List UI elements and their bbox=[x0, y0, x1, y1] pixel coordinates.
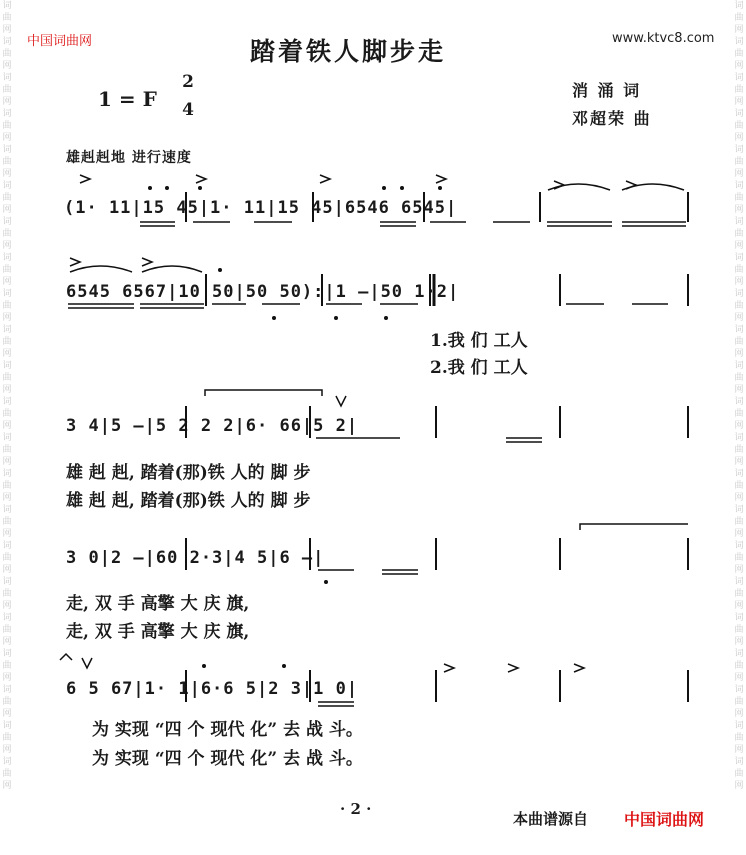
tempo-marking: 雄赳赳地 进行速度 bbox=[66, 150, 192, 166]
side-watermark-char: 网 bbox=[734, 709, 744, 719]
site-watermark-left: 中国词曲网 bbox=[27, 34, 93, 49]
side-watermark-char: 词 bbox=[2, 649, 12, 659]
side-watermark-char: 网 bbox=[734, 745, 744, 755]
side-watermark-char: 网 bbox=[734, 457, 744, 467]
beam-underlines bbox=[68, 222, 686, 706]
side-watermark-char: 网 bbox=[734, 61, 744, 71]
side-watermark-char: 曲 bbox=[2, 373, 12, 383]
side-watermark-char: 网 bbox=[2, 673, 12, 683]
side-watermark-char: 曲 bbox=[734, 121, 744, 131]
side-watermark-char: 网 bbox=[734, 565, 744, 575]
score-line-4: 3 0|2 —|60 2·3|4 5|6 —| bbox=[66, 548, 325, 568]
lyric-line-2-verse-1: 1.我 们 工人 bbox=[430, 331, 528, 351]
lyric-line-5-verse-1: 为 实现 “四 个 现代 化” 去 战 斗。 bbox=[92, 720, 363, 740]
side-watermark-char: 词 bbox=[2, 505, 12, 515]
side-watermark-char: 网 bbox=[2, 313, 12, 323]
side-watermark-char: 网 bbox=[2, 277, 12, 287]
side-watermark-char: 词 bbox=[2, 433, 12, 443]
composer-credit: 邓超荣 曲 bbox=[572, 109, 652, 128]
side-watermark-char: 词 bbox=[2, 217, 12, 227]
side-watermark-char: 网 bbox=[734, 277, 744, 287]
side-watermark-char: 网 bbox=[734, 25, 744, 35]
side-watermark-char: 网 bbox=[2, 241, 12, 251]
side-watermark-char: 词 bbox=[734, 685, 744, 695]
side-watermark-char: 词 bbox=[2, 325, 12, 335]
side-watermark-char: 网 bbox=[734, 169, 744, 179]
side-watermark-char: 曲 bbox=[734, 553, 744, 563]
side-watermark-char: 词 bbox=[734, 37, 744, 47]
side-watermark-char: 网 bbox=[734, 781, 744, 791]
side-watermark-char: 词 bbox=[2, 289, 12, 299]
side-watermark-char: 网 bbox=[2, 637, 12, 647]
side-watermark-char: 网 bbox=[734, 349, 744, 359]
side-watermark-char: 曲 bbox=[734, 301, 744, 311]
side-watermark-char: 曲 bbox=[2, 445, 12, 455]
side-watermark-char: 网 bbox=[734, 241, 744, 251]
side-watermark-char: 网 bbox=[2, 97, 12, 107]
slurs-and-ties bbox=[60, 184, 688, 660]
lyric-line-2-verse-2: 2.我 们 工人 bbox=[430, 358, 528, 378]
side-watermark-char: 网 bbox=[734, 529, 744, 539]
score-line-3: 3 4|5 —|5 2 2 2|6· 66|5 2| bbox=[66, 416, 359, 436]
side-watermark-char: 词 bbox=[734, 181, 744, 191]
lyricist-credit: 消 涌 词 bbox=[572, 81, 642, 100]
side-watermark-char: 曲 bbox=[2, 265, 12, 275]
side-watermark-char: 曲 bbox=[734, 157, 744, 167]
side-watermark-char: 词 bbox=[2, 685, 12, 695]
lyric-line-4-verse-1: 走, 双 手 高擎 大 庆 旗, bbox=[66, 594, 250, 614]
side-watermark-char: 曲 bbox=[734, 733, 744, 743]
time-signature-top: 2 bbox=[182, 72, 194, 92]
side-watermark-char: 曲 bbox=[2, 661, 12, 671]
side-watermark-char: 曲 bbox=[734, 265, 744, 275]
side-watermark-char: 网 bbox=[2, 169, 12, 179]
score-line-2: 6545 6567|10 50|50 50):|1 —|50 1·2| bbox=[66, 282, 460, 302]
side-watermark-char: 曲 bbox=[2, 13, 12, 23]
side-watermark-char: 曲 bbox=[734, 661, 744, 671]
bar-lines bbox=[186, 192, 688, 702]
side-watermark-char: 网 bbox=[2, 529, 12, 539]
time-signature-bottom: 4 bbox=[182, 100, 194, 120]
side-watermark-char: 词 bbox=[734, 253, 744, 263]
side-watermark-char: 词 bbox=[734, 325, 744, 335]
side-watermark-char: 曲 bbox=[734, 337, 744, 347]
score-line-1: (1· 11|15 45|1· 11|15 45|6546 6545| bbox=[64, 198, 458, 218]
side-watermark-char: 曲 bbox=[734, 517, 744, 527]
side-watermark-char: 网 bbox=[2, 745, 12, 755]
key-signature: 1 = F bbox=[98, 87, 157, 111]
side-watermark-char: 曲 bbox=[2, 85, 12, 95]
side-watermark-char: 网 bbox=[734, 313, 744, 323]
lyric-line-4-verse-2: 走, 双 手 高擎 大 庆 旗, bbox=[66, 622, 250, 642]
side-watermark-char: 曲 bbox=[734, 769, 744, 779]
side-watermark-char: 曲 bbox=[734, 589, 744, 599]
side-watermark-char: 词 bbox=[734, 541, 744, 551]
side-watermark-char: 词 bbox=[2, 181, 12, 191]
side-watermark-char: 曲 bbox=[2, 481, 12, 491]
page-number: · 2 · bbox=[340, 800, 372, 818]
side-watermark-char: 曲 bbox=[2, 589, 12, 599]
side-watermark-char: 曲 bbox=[2, 517, 12, 527]
side-watermark-char: 网 bbox=[734, 133, 744, 143]
side-watermark-char: 曲 bbox=[734, 13, 744, 23]
side-watermark-char: 词 bbox=[2, 469, 12, 479]
side-watermark-char: 网 bbox=[2, 25, 12, 35]
side-watermark-char: 曲 bbox=[2, 625, 12, 635]
side-watermark-char: 曲 bbox=[734, 193, 744, 203]
side-watermark-char: 词 bbox=[734, 577, 744, 587]
side-watermark-char: 曲 bbox=[734, 625, 744, 635]
side-watermark-char: 词 bbox=[734, 505, 744, 515]
side-watermark-char: 曲 bbox=[734, 697, 744, 707]
lyric-line-3-verse-1: 雄 赳 赳, 踏着(那)铁 人的 脚 步 bbox=[66, 463, 311, 483]
side-watermark-char: 曲 bbox=[734, 229, 744, 239]
side-watermark-char: 网 bbox=[734, 205, 744, 215]
side-watermark-char: 词 bbox=[2, 1, 12, 11]
side-watermark-char: 曲 bbox=[2, 121, 12, 131]
side-watermark-char: 曲 bbox=[2, 409, 12, 419]
side-watermark-char: 网 bbox=[734, 97, 744, 107]
side-watermark-char: 网 bbox=[2, 349, 12, 359]
side-watermark-char: 曲 bbox=[734, 49, 744, 59]
side-watermark-char: 词 bbox=[2, 541, 12, 551]
side-watermark-char: 词 bbox=[2, 37, 12, 47]
side-watermark-char: 网 bbox=[734, 637, 744, 647]
accent-marks bbox=[70, 175, 636, 672]
side-watermark-char: 网 bbox=[2, 565, 12, 575]
side-watermark-char: 词 bbox=[2, 613, 12, 623]
side-watermark-char: 网 bbox=[2, 385, 12, 395]
side-watermark-char: 网 bbox=[2, 781, 12, 791]
side-watermark-char: 曲 bbox=[2, 553, 12, 563]
side-watermark-char: 词 bbox=[734, 289, 744, 299]
side-watermark-char: 词 bbox=[734, 1, 744, 11]
side-watermark-char: 网 bbox=[734, 493, 744, 503]
side-watermark-char: 词 bbox=[2, 361, 12, 371]
side-watermark-char: 词 bbox=[2, 577, 12, 587]
side-watermark-char: 曲 bbox=[2, 697, 12, 707]
side-watermark-char: 词 bbox=[2, 145, 12, 155]
side-watermark-char: 词 bbox=[734, 109, 744, 119]
side-watermark-char: 网 bbox=[734, 421, 744, 431]
side-watermark-char: 词 bbox=[2, 253, 12, 263]
side-watermark-char: 曲 bbox=[2, 193, 12, 203]
side-watermark-char: 曲 bbox=[2, 337, 12, 347]
score-line-5: 6 5 67|1· 1|6·6 5|2 3|1 0| bbox=[66, 679, 359, 699]
side-watermark-char: 曲 bbox=[2, 733, 12, 743]
side-watermark-char: 网 bbox=[2, 421, 12, 431]
side-watermark-char: 网 bbox=[734, 385, 744, 395]
side-watermark-char: 曲 bbox=[734, 373, 744, 383]
side-watermark-char: 曲 bbox=[734, 85, 744, 95]
side-watermark-char: 词 bbox=[734, 757, 744, 767]
side-watermark-char: 曲 bbox=[2, 769, 12, 779]
side-watermark-char: 网 bbox=[2, 493, 12, 503]
side-watermark-char: 词 bbox=[2, 73, 12, 83]
site-watermark-right: www.ktvc8.com bbox=[612, 31, 715, 46]
side-watermark-char: 网 bbox=[2, 61, 12, 71]
side-watermark-char: 曲 bbox=[734, 481, 744, 491]
side-watermark-char: 网 bbox=[2, 205, 12, 215]
side-watermark-char: 词 bbox=[734, 613, 744, 623]
side-watermark-char: 曲 bbox=[2, 49, 12, 59]
side-watermark-char: 词 bbox=[734, 469, 744, 479]
source-site-link[interactable]: 中国词曲网 bbox=[624, 810, 705, 829]
side-watermark-char: 曲 bbox=[734, 409, 744, 419]
side-watermark-char: 网 bbox=[2, 709, 12, 719]
side-watermark-char: 词 bbox=[734, 433, 744, 443]
side-watermark-char: 词 bbox=[2, 397, 12, 407]
side-watermark-char: 曲 bbox=[2, 301, 12, 311]
side-watermark-char: 词 bbox=[734, 721, 744, 731]
source-label: 本曲谱源自 bbox=[513, 810, 589, 828]
side-watermark-char: 词 bbox=[734, 217, 744, 227]
side-watermark-char: 网 bbox=[734, 601, 744, 611]
octave-dots bbox=[148, 186, 442, 668]
side-watermark-char: 词 bbox=[734, 649, 744, 659]
side-watermark-char: 词 bbox=[734, 145, 744, 155]
side-watermark-char: 词 bbox=[734, 397, 744, 407]
side-watermark-char: 网 bbox=[2, 457, 12, 467]
side-watermark-char: 网 bbox=[2, 133, 12, 143]
song-title: 踏着铁人脚步走 bbox=[250, 37, 447, 66]
side-watermark-char: 词 bbox=[734, 73, 744, 83]
side-watermark-char: 网 bbox=[734, 673, 744, 683]
side-watermark-char: 词 bbox=[2, 757, 12, 767]
side-watermark-char: 曲 bbox=[734, 445, 744, 455]
side-watermark-char: 词 bbox=[2, 721, 12, 731]
side-watermark-char: 网 bbox=[2, 601, 12, 611]
side-watermark-char: 词 bbox=[2, 109, 12, 119]
lyric-line-3-verse-2: 雄 赳 赳, 踏着(那)铁 人的 脚 步 bbox=[66, 491, 311, 511]
side-watermark-char: 词 bbox=[734, 361, 744, 371]
side-watermark-char: 曲 bbox=[2, 229, 12, 239]
side-watermark-char: 曲 bbox=[2, 157, 12, 167]
lyric-line-5-verse-2: 为 实现 “四 个 现代 化” 去 战 斗。 bbox=[92, 749, 363, 769]
